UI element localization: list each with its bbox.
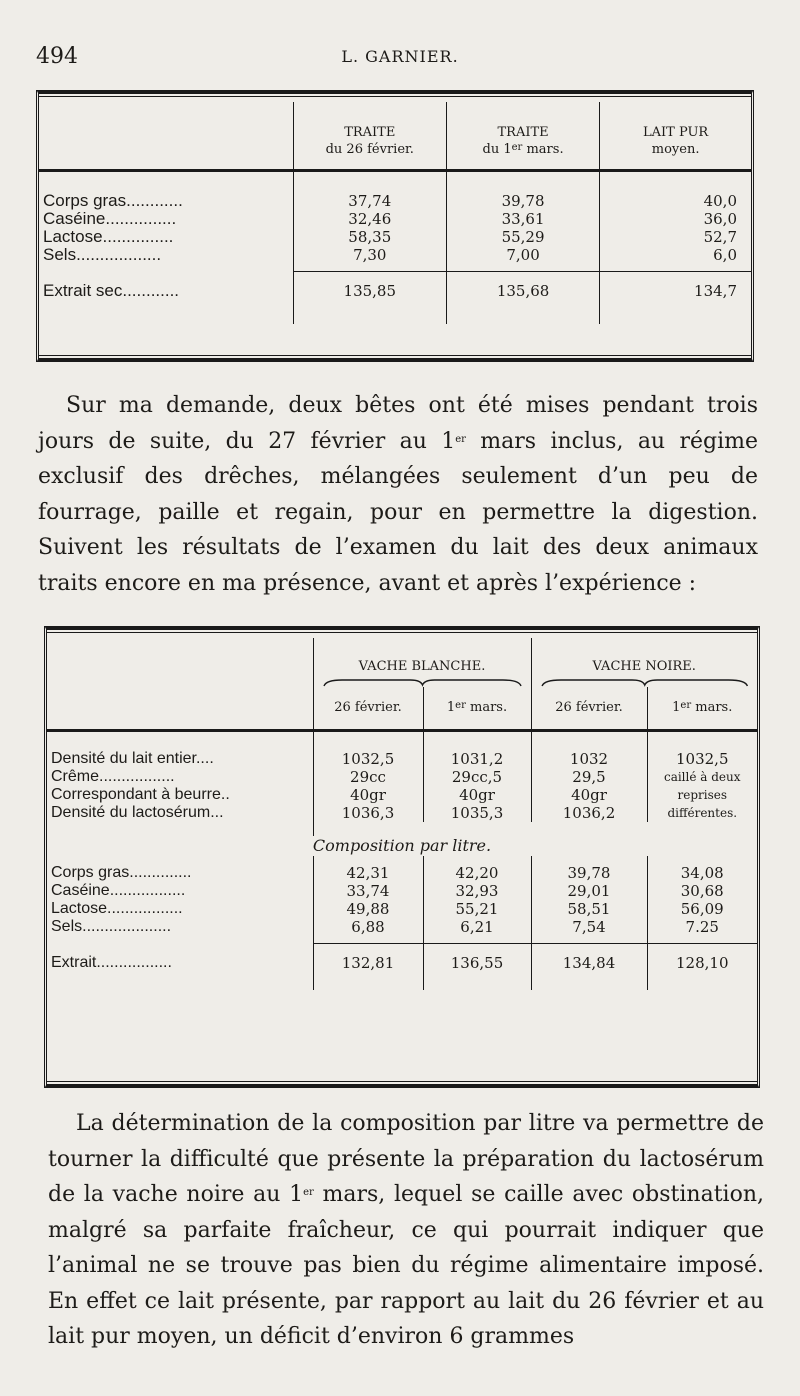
composition-caption: Composition par litre. <box>312 835 492 855</box>
subcol-header-1er-mars: 1er mars. <box>647 699 757 716</box>
table-total-row: Extrait................. 132,81 136,55 134,84 128,10 <box>47 954 757 972</box>
paragraph-1: Sur ma demande, deux bêtes ont été mises pendant trois jours de suite, du 27 février au 1er mars inclus, au régime exclusif des drêches, mélangées seulement d’un peu de fourrage, paille et regain, pour en permettre la digestion. Suivent les résultats de l’examen du lait des deux animaux traits encore en ma présence, avant et après l’expérience : <box>38 393 759 596</box>
t1-col-header-3: LAIT PUR moyen. <box>600 124 751 158</box>
subcol-header-26-fevrier: 26 février. <box>313 699 423 716</box>
table-row: Lactose............... 58,35 55,29 52,7 <box>39 228 751 246</box>
subcol-header-1er-mars: 1er mars. <box>423 699 531 716</box>
t1-col-header-1: TRAITE du 26 février. <box>293 124 446 158</box>
table-row: Caséine................. 33,74 32,93 29,01 30,68 <box>47 882 757 900</box>
subcol-header-26-fevrier: 26 février. <box>531 699 647 716</box>
brace-icon <box>322 677 523 687</box>
table-row: Lactose................. 49,88 55,21 58,51 56,09 <box>47 900 757 918</box>
table-row: Crême................. 29cc 29cc,5 29,5 caillé à deux <box>47 768 757 786</box>
table-row: Caséine............... 32,46 33,61 36,0 <box>39 210 751 228</box>
table-row: Correspondant à beurre.. 40gr 40gr 40gr reprises <box>47 786 757 804</box>
table-row: Densité du lactosérum... 1036,3 1035,3 1036,2 différentes. <box>47 804 757 822</box>
table-row: Corps gras.............. 42,31 42,20 39,78 34,08 <box>47 864 757 882</box>
table-row: Sels.................... 6,88 6,21 7,54 7.25 <box>47 918 757 936</box>
table-row: Sels.................. 7,30 7,00 6,0 <box>39 246 751 264</box>
paragraph-2: La détermination de la composition par litre va permettre de tourner la difficulté que présente la préparation du lactosérum de la vache noire au 1er mars, lequel se caille avec obstination, malgré sa parfaite fraîcheur, ce qui pourrait indiquer que l’animal ne se trouve pas bien du régime alimentaire imposé. En effet ce lait présente, par rapport au lait du 26 février et au lait pur moyen, un déficit d’environ 6 grammes <box>48 1111 764 1349</box>
running-title: L. GARNIER. <box>341 47 459 66</box>
table-row: Densité du lait entier.... 1032,5 1031,2 1032 1032,5 <box>47 750 757 768</box>
group-header-vache-blanche: VACHE BLANCHE. <box>313 658 531 675</box>
page-number: 494 <box>36 44 78 69</box>
group-header-vache-noire: VACHE NOIRE. <box>531 658 757 675</box>
table-total-row: Extrait sec............ 135,85 135,68 134,7 <box>39 282 751 300</box>
table-1 <box>36 90 754 362</box>
t1-col-header-2: TRAITE du 1er mars. <box>446 124 599 158</box>
table-2 <box>44 626 760 1088</box>
table-row: Corps gras............ 37,74 39,78 40,0 <box>39 192 751 210</box>
brace-icon <box>540 677 750 687</box>
